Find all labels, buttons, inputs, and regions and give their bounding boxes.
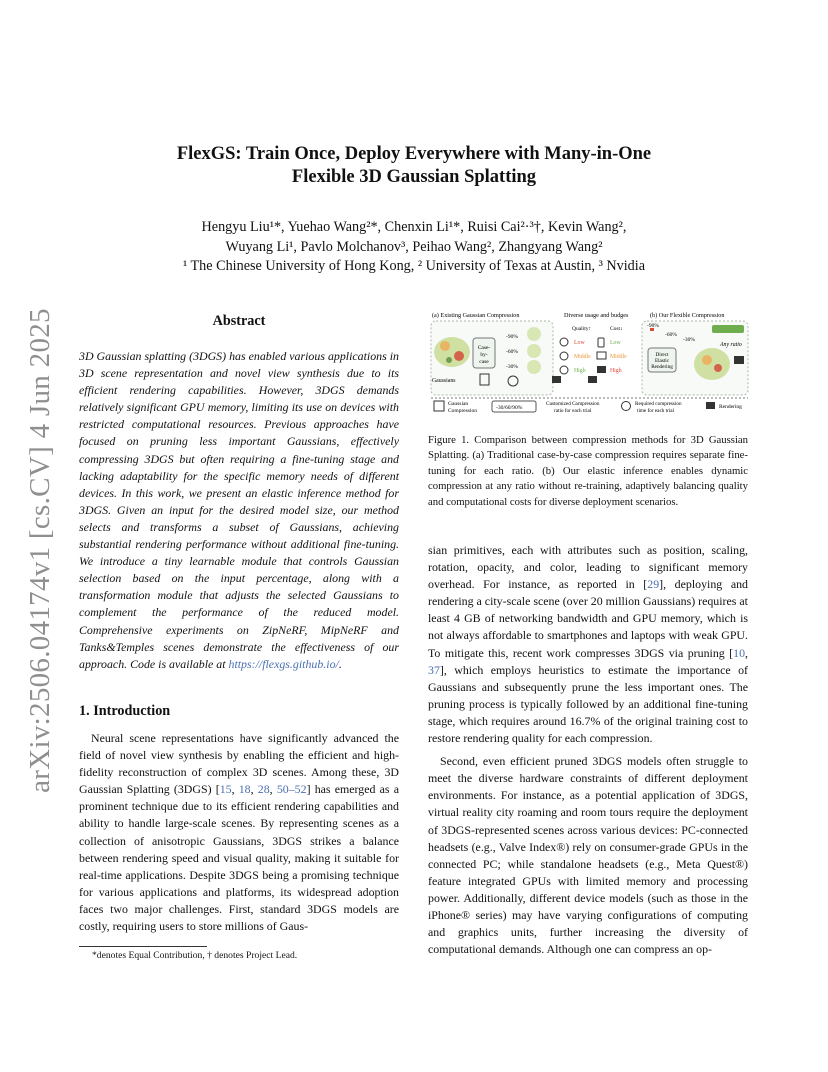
svg-text:DirectElasticRendering: Direct Elastic Rendering — [651, 352, 673, 370]
legend-rendering: Rendering — [719, 404, 742, 410]
cost-middle: Middle — [610, 354, 627, 360]
camera-icon — [552, 376, 561, 383]
any-ratio-bar — [712, 325, 744, 333]
abstract-end: . — [338, 656, 342, 671]
footnote-rule — [79, 946, 207, 947]
introduction-body — [79, 730, 399, 935]
panel-a-title: (a) Existing Gaussian Compression — [432, 312, 520, 319]
citation-link[interactable]: 50–52 — [276, 782, 307, 797]
panel-mid-title: Diverse usage and budges — [564, 312, 629, 319]
panel-b-ratio-30: -30% — [683, 337, 695, 343]
svg-text:GaussianCompression: Gaussian Compression — [448, 401, 478, 414]
phone-icon — [598, 338, 604, 347]
abstract-text: 3D Gaussian splatting (3DGS) has enabled various applications in 3D scene representation and novel view synthesis due to its efficient rendering capabilities. However, 3DGS demands relatively significant GPU memory, limiting its use on devices with restricted computational resources. Previous approaches have focused on pruning less important Gaussians, effectively compressing 3DGS but often requiring a fine-tuning stage and lacking adaptability for the specific memory needs of different devices. In this work, we present an elastic inference method for 3DGS. Given an input for the desired model size, our method selects and transforms a subset of Gaussians, achieving substantial rendering performance without additional fine-tuning. We introduce a tiny learnable module that controls Gaussian selection based on the input percentage, along with a transformation module that adjusts the selected Gaussians to complement the performance of the reduced model. Comprehensive experiments on ZipNeRF, MipNeRF and Tanks&Temples scenes demonstrate the effectiveness of our approach. Code is available at — [79, 349, 399, 671]
any-ratio-label: Any ratio — [720, 342, 742, 348]
desktop-icon — [597, 366, 606, 373]
right-paragraph-2: Second, even efficient pruned 3DGS models often struggle to meet the diverse hardware constraints of different deployment environments. For instance, as a potential application of 3DGS, virtual reality city roaming and room tours require the deployment of 3DGS-represented scenes across various devices: PC-connected headsets (e.g., Valve Index®) rely on consumer-grade GPUs in the connected PC; while standalone headsets (e.g., Meta Quest®) feature integrated GPUs with limited memory and processing power. Additionally, different device models (such as those in the iPhone® series) may have varying configurations of computing and graphics units, further increasing the diversity of computational demands. Although one can compress an op- — [428, 754, 748, 957]
arxiv-identifier — [14, 307, 66, 793]
authors-line-2: Wuyang Li¹, Pavlo Molchanov³, Peihao Wang², Zhangyang Wang² — [225, 238, 603, 255]
affiliations: ¹ The Chinese University of Hong Kong, ² University of Texas at Austin, ³ Nvidia — [182, 258, 646, 274]
legend-compression-label: Compression — [448, 408, 478, 414]
citation-link[interactable]: 29 — [647, 577, 660, 592]
happy-face-icon — [560, 366, 568, 374]
quality-label: Quality↑ — [572, 326, 592, 332]
citation-link[interactable]: 10 — [733, 645, 746, 660]
citation-link[interactable]: 37 — [428, 662, 440, 677]
ratio-30-label: -30% — [506, 364, 518, 370]
right-paragraph-1: sian primitives, each with attributes such as position, scaling, rotation, opacity, and color, leading to significant memory overhead. For instance, as reported in [29], deploying and rendering a city-scale scene (over 20 million Gaussians) requires at least 4 GB of networking bandwidth and GPU memory, which is not always affordable to smartphones and laptops with weak GPU. To mitigate this, recent work compresses 3DGS via pruning [10, 37], which employs heuristics to estimate the importance of Gaussians and subsequently prune the less important ones. The pruning process is typically followed by an additional fine-tuning stage, which requires around 16.7% of the original training cost to restore rendering quality for each compression. — [428, 543, 748, 746]
footnote: *denotes Equal Contribution, † denotes Project Lead. — [92, 950, 298, 961]
ratio-90-label: -90% — [506, 334, 518, 340]
section-heading-introduction: 1. Introduction — [79, 703, 171, 719]
laptop-icon — [597, 352, 606, 359]
abstract-heading: Abstract — [212, 313, 266, 329]
author-block — [80, 218, 748, 277]
cost-low: Low — [610, 340, 621, 346]
intro-paragraph-1: Neural scene representations have significantly advanced the field of novel view synthesis by enabling the efficient and high-fidelity reconstruction of complex 3D scenes. Among these, 3D Gaussian Splatting (3DGS) [15, 18, 28, 50–52] has emerged as a prominent technique due to its efficient rendering capabilities and ability to handle large-scale scenes. By representing scenes as a collection of anisotropic Gaussians, 3DGS strikes a balance between rendering speed and visual quality, making it suitable for real-time applications. Despite 3DGS being a promising technique for various applications and platforms, its widespread adoption faces two major challenges. First, standard 3DGS models are costly, requiring users to store millions of Gaus- — [79, 731, 399, 934]
citation-link[interactable]: 28 — [257, 782, 270, 797]
cost-high: High — [610, 368, 622, 374]
quality-low: Low — [574, 340, 585, 346]
right-column-body — [428, 542, 748, 958]
abstract-body — [79, 348, 399, 673]
code-link[interactable]: https://flexgs.github.io/ — [228, 656, 339, 671]
gaussian-scene-icon — [434, 337, 470, 367]
citation-link[interactable]: 15 — [219, 782, 232, 797]
paper-title — [80, 143, 748, 189]
title-line-2: Flexible 3D Gaussian Splatting — [291, 167, 537, 187]
figure-1 — [428, 308, 750, 420]
arxiv-id-text: arXiv:2506.04174v1 [cs.CV] 4 Jun 2025 — [23, 307, 56, 793]
quality-middle: Middle — [574, 354, 591, 360]
sad-face-icon — [560, 338, 568, 346]
citation-link[interactable]: 18 — [238, 782, 251, 797]
ratio-60-label: -60% — [506, 349, 518, 355]
svg-text:Required compressiontime for e: Required compression time for each trial — [635, 401, 682, 414]
cost-label: Cost↓ — [610, 326, 623, 332]
quality-high: High — [574, 368, 586, 374]
gaussians-label: Gaussians — [432, 378, 456, 384]
figure-1-caption: Figure 1. Comparison between compression methods for 3D Gaussian Splatting. (a) Traditional case-by-case compression requires separate fine-tuning for each ratio. (b) Our elastic inference enables dynamic compression at any ratio without re-training, adaptively balancing quality and computational costs for diverse deployment scenarios. — [428, 434, 748, 508]
svg-text:Case-by-case: Case-by-case — [477, 345, 491, 365]
authors-line-1: Hengyu Liu¹*, Yuehao Wang²*, Chenxin Li¹*, Ruisi Cai²·³†, Kevin Wang², — [201, 219, 627, 235]
panel-b-ratio-90: -90% — [647, 323, 659, 329]
panel-b-ratio-60: -60% — [665, 332, 677, 338]
figure-1-diagram — [428, 308, 750, 420]
title-line-1: FlexGS: Train Once, Deploy Everywhere with Many-in-One — [176, 144, 652, 164]
svg-text:Customized Compressionratio fo: Customized Compression ratio for each trial — [546, 401, 600, 414]
panel-b-title: (b) Our Flexible Compression — [650, 312, 725, 319]
neutral-face-icon — [560, 352, 568, 360]
legend-ratios: -30/60/90% — [496, 405, 523, 411]
